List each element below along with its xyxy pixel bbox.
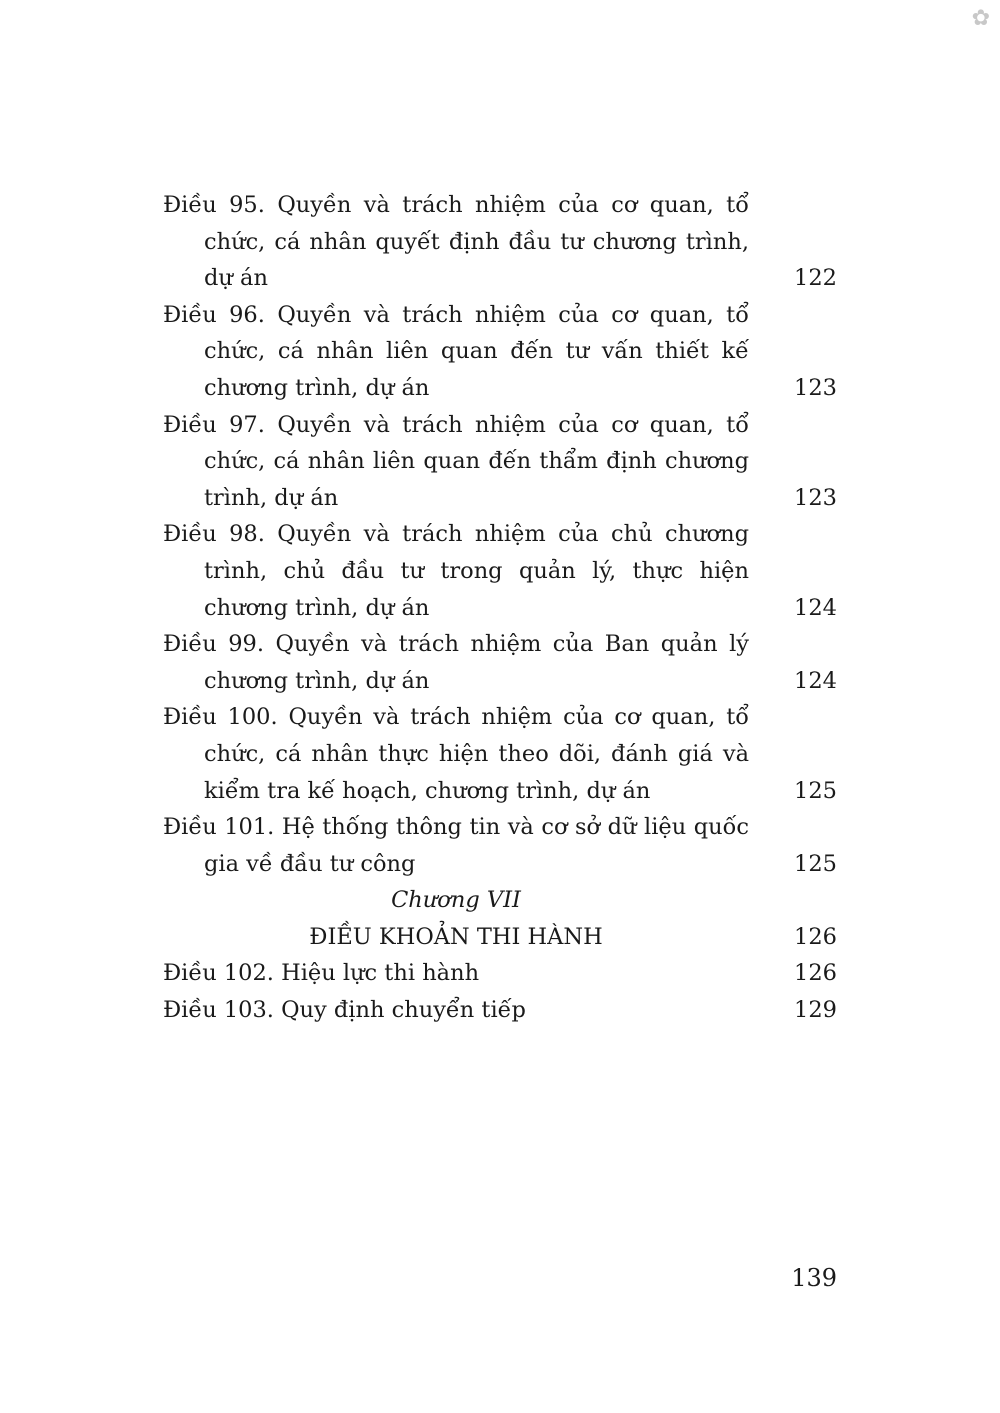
chapter-title: ĐIỀU KHOẢN THI HÀNH <box>309 923 603 950</box>
flower-watermark-icon: ✿ <box>971 6 990 31</box>
toc-entry-page: 124 <box>794 594 837 621</box>
page-number: 139 <box>791 1264 837 1292</box>
toc-entry-page: 125 <box>794 850 837 877</box>
toc-entry-text: Điều 102. Hiệu lực thi hành <box>163 960 480 987</box>
chapter-label: Chương VII <box>391 887 521 914</box>
toc-entry-dieu-103 <box>163 992 837 1029</box>
toc-entry-text: Điều 103. Quy định chuyển tiếp <box>163 997 526 1024</box>
toc-entry-text: Điều 100. Quyền và trách nhiệm của cơ quan, tổ chức, cá nhân thực hiện theo dõi, đánh giá và kiểm tra kế hoạch, chương trình, dự án <box>163 704 749 804</box>
toc-entry-dieu-102 <box>163 955 837 992</box>
toc-entry-page: 124 <box>794 667 837 694</box>
toc-entry-dieu-99 <box>163 626 837 699</box>
toc-entry-dieu-97 <box>163 407 837 517</box>
toc-entry-page: 122 <box>794 265 837 292</box>
toc-entry-text: Điều 99. Quyền và trách nhiệm của Ban quản lý chương trình, dự án <box>163 631 749 694</box>
toc-entry-dieu-100 <box>163 699 837 809</box>
toc-entry-dieu-101 <box>163 809 837 882</box>
toc-entry-text: Điều 101. Hệ thống thông tin và cơ sở dữ liệu quốc gia về đầu tư công <box>163 814 749 877</box>
toc-entry-text: Điều 96. Quyền và trách nhiệm của cơ quan, tổ chức, cá nhân liên quan đến tư vấn thiết kế chương trình, dự án <box>163 301 749 401</box>
toc-entry-dieu-96 <box>163 297 837 407</box>
toc-entry-text: Điều 98. Quyền và trách nhiệm của chủ chương trình, chủ đầu tư trong quản lý, thực hiện chương trình, dự án <box>163 521 749 621</box>
toc-entry-text: Điều 95. Quyền và trách nhiệm của cơ quan, tổ chức, cá nhân quyết định đầu tư chương trình, dự án <box>163 192 749 292</box>
chapter-page: 126 <box>794 923 837 950</box>
toc-entry-page: 125 <box>794 777 837 804</box>
table-of-contents <box>163 187 837 1029</box>
toc-entry-dieu-95 <box>163 187 837 297</box>
toc-entry-page: 129 <box>794 997 837 1024</box>
toc-entry-text: Điều 97. Quyền và trách nhiệm của cơ quan, tổ chức, cá nhân liên quan đến thẩm định chương trình, dự án <box>163 411 749 511</box>
toc-entry-dieu-98 <box>163 516 837 626</box>
chapter-heading <box>163 919 837 956</box>
toc-entry-page: 123 <box>794 484 837 511</box>
toc-entry-page: 123 <box>794 374 837 401</box>
toc-entry-page: 126 <box>794 960 837 987</box>
